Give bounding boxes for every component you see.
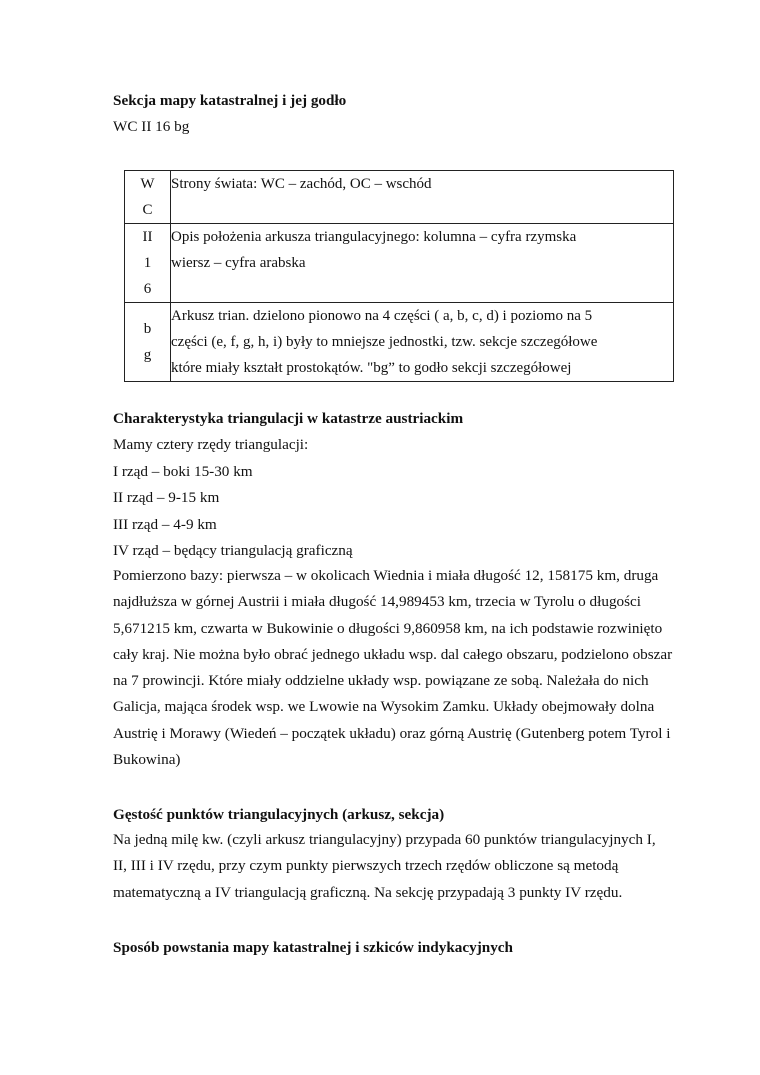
code-cell: W C bbox=[125, 171, 171, 224]
table-row bbox=[125, 224, 674, 303]
triangulation-row-2: II rząd – 9-15 km bbox=[113, 489, 220, 506]
triangulation-intro: Mamy cztery rzędy triangulacji: bbox=[113, 436, 309, 453]
triangulation-row-4: IV rząd – będący triangulacją graficzną bbox=[113, 542, 353, 559]
section-code-table bbox=[124, 170, 674, 382]
bases-paragraph: Pomierzono bazy: pierwsza – w okolicach Wiednia i miała długość 12, 158175 km, druga najdłuższa w górnej Austrii i miała długość 14,989453 km, trzecia w Tyrolu o długości 5,671215 km, czwarta w Bukowinie o długości 9,860958 km, na ich podstawie rozwinięto cały kraj. Nie można było obrać jednego układu wsp. dal całego obszaru, podzielono obszar na 7 prowincji. Które miały oddzielne układy wsp. powiązane ze sobą. Należała do nich Galicja, mająca środek wsp. we Lwowie na Wysokim Zamku. Układy obejmowały dolna Austrię i Morawy (Wiedeń – początek układu) oraz górną Austrię (Gutenberg potem Tyrol i Bukowina) bbox=[113, 567, 673, 769]
code-cell: II 1 6 bbox=[125, 224, 171, 303]
section-code: WC II 16 bg bbox=[113, 118, 190, 135]
point-density-paragraph: Na jedną milę kw. (czyli arkusz triangulacyjny) przypada 60 punktów triangulacyjnych I, II, III i IV rzędu, przy czym punkty pierwszych trzech rzędów obliczone są metodą matematyczną a IV triangulacją graficzną. Na sekcję przypadają 3 punkty IV rzędu. bbox=[113, 831, 656, 901]
triangulation-row-3: III rząd – 4-9 km bbox=[113, 516, 217, 533]
heading-map-creation: Sposób powstania mapy katastralnej i szkiców indykacyjnych bbox=[113, 939, 513, 956]
table-row bbox=[125, 303, 674, 382]
heading-triangulation: Charakterystyka triangulacji w katastrze austriackim bbox=[113, 410, 464, 427]
heading-point-density: Gęstość punktów triangulacyjnych (arkusz, sekcja) bbox=[113, 806, 445, 823]
description-cell: Strony świata: WC – zachód, OC – wschód bbox=[171, 171, 674, 224]
triangulation-row-1: I rząd – boki 15-30 km bbox=[113, 463, 253, 480]
table-row bbox=[125, 171, 674, 224]
description-cell: Arkusz trian. dzielono pionowo na 4 części ( a, b, c, d) i poziomo na 5 części (e, f, g, h, i) były to mniejsze jednostki, tzw. sekcje szczegółowe które miały kształt prostokątów. "bg” to godło sekcji szczegółowej bbox=[171, 303, 674, 382]
description-cell: Opis położenia arkusza triangulacyjnego: kolumna – cyfra rzymska wiersz – cyfra arabska bbox=[171, 224, 674, 303]
code-cell: b g bbox=[125, 303, 171, 382]
heading-cadastral-section: Sekcja mapy katastralnej i jej godło bbox=[113, 92, 347, 109]
